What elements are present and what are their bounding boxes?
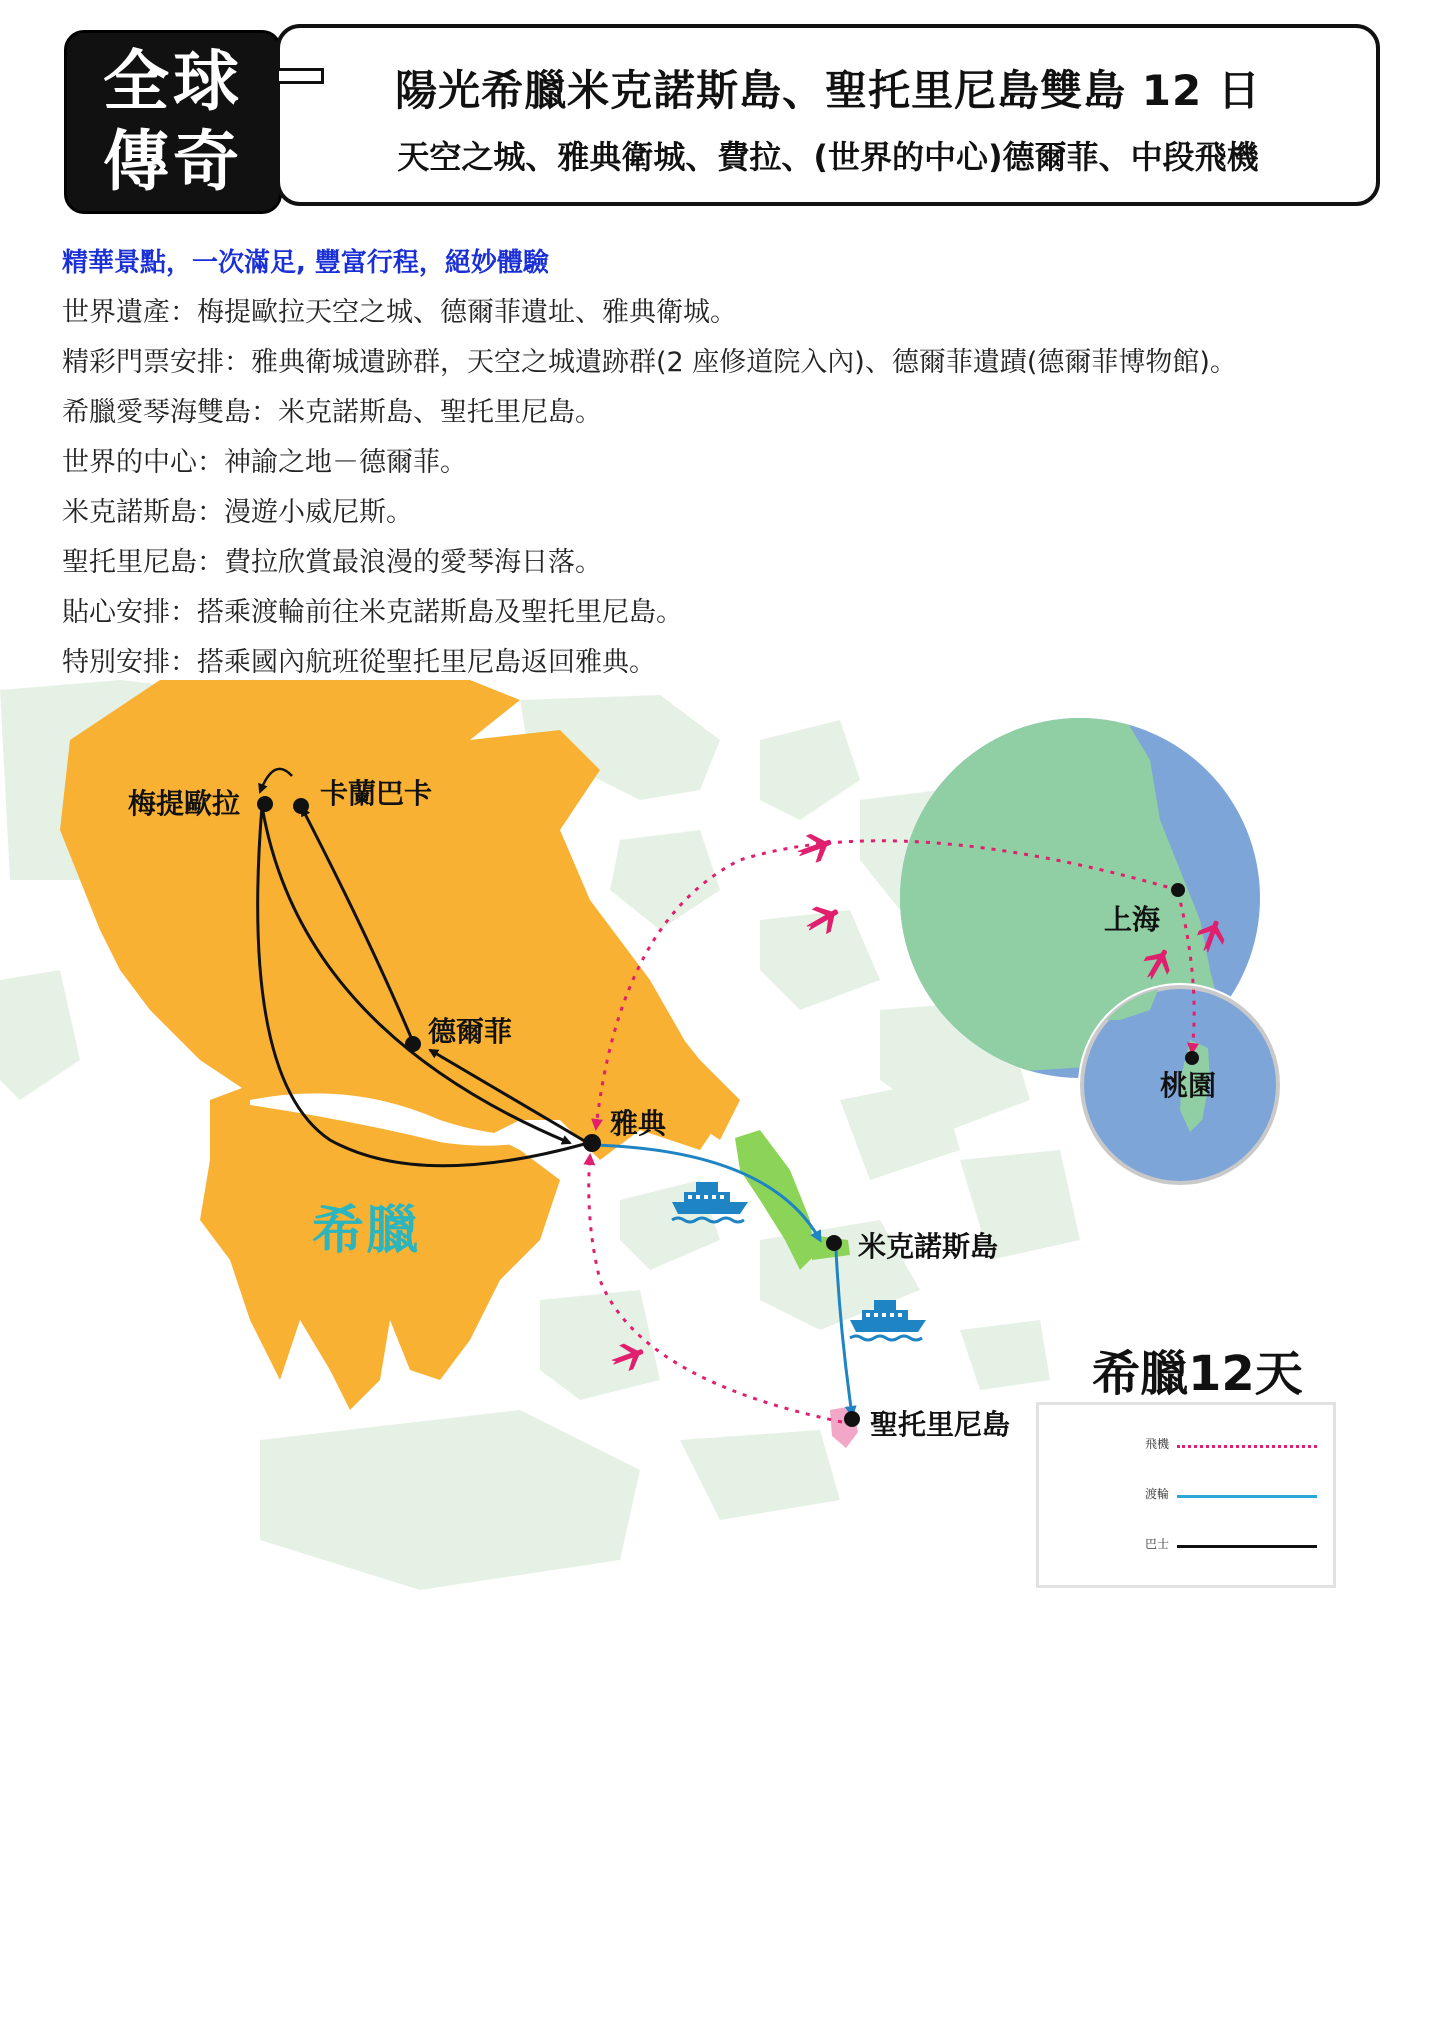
highlights-heading: 精華景點，一次滿足, 豐富行程，絕妙體驗 — [62, 248, 549, 278]
days-label: 希臘12天 — [1092, 1346, 1303, 1402]
highlight-line: 貼心安排：搭乘渡輪前往米克諾斯島及聖托里尼島。 — [62, 597, 683, 628]
highlight-line: 希臘愛琴海雙島：米克諾斯島、聖托里尼島。 — [62, 397, 602, 428]
highlight-line: 精彩門票安排：雅典衛城遺跡群，天空之城遺跡群(2 座修道院入內)、德爾菲遺蹟(德爾菲博物館)。 — [62, 347, 1237, 378]
highlight-line: 聖托里尼島：費拉欣賞最浪漫的愛琴海日落。 — [62, 547, 602, 578]
header-box — [276, 24, 1380, 206]
logo-line-1: 全球 — [103, 43, 243, 120]
legend-bus-label: 巴士 — [1145, 1537, 1170, 1551]
place-label-delphi: 德爾菲 — [428, 1015, 513, 1048]
route-map — [0, 680, 1440, 1620]
place-label-mykonos: 米克諾斯島 — [858, 1230, 999, 1263]
legend-row-ferry — [1039, 1473, 1333, 1523]
legend-flight-label: 飛機 — [1145, 1437, 1170, 1451]
highlight-line: 米克諾斯島：漫遊小威尼斯。 — [62, 497, 413, 528]
highlight-line: 世界遺產：梅提歐拉天空之城、德爾菲遺址、雅典衛城。 — [62, 297, 737, 328]
place-label-kalambaka: 卡蘭巴卡 — [320, 777, 433, 810]
highlights — [62, 240, 1402, 688]
legend-ferry-line — [1177, 1495, 1317, 1498]
highlight-line: 世界的中心：神諭之地－德爾菲。 — [62, 447, 467, 478]
legend-flight-line — [1177, 1445, 1317, 1448]
page-subtitle: 天空之城、雅典衛城、費拉、(世界的中心)德爾菲、中段飛機 — [397, 138, 1259, 176]
country-label: 希臘 — [312, 1201, 421, 1261]
legend-row-bus — [1039, 1523, 1333, 1573]
logo — [64, 30, 282, 214]
place-label-shanghai: 上海 — [1104, 903, 1161, 936]
highlight-line: 特別安排：搭乘國內航班從聖托里尼島返回雅典。 — [62, 647, 656, 678]
place-label-athens: 雅典 — [610, 1107, 667, 1140]
place-label-meteora: 梅提歐拉 — [128, 787, 241, 820]
header-tab-mark — [276, 68, 324, 84]
legend-ferry-label: 渡輪 — [1145, 1487, 1170, 1501]
place-label-taoyuan: 桃園 — [1160, 1069, 1217, 1102]
page-title: 陽光希臘米克諾斯島、聖托里尼島雙島 12 日 — [395, 66, 1261, 115]
legend-row-flight — [1039, 1423, 1333, 1473]
logo-line-2: 傳奇 — [103, 123, 243, 200]
place-label-santorini: 聖托里尼島 — [870, 1408, 1011, 1441]
legend — [1036, 1402, 1336, 1588]
legend-bus-line — [1177, 1545, 1317, 1548]
